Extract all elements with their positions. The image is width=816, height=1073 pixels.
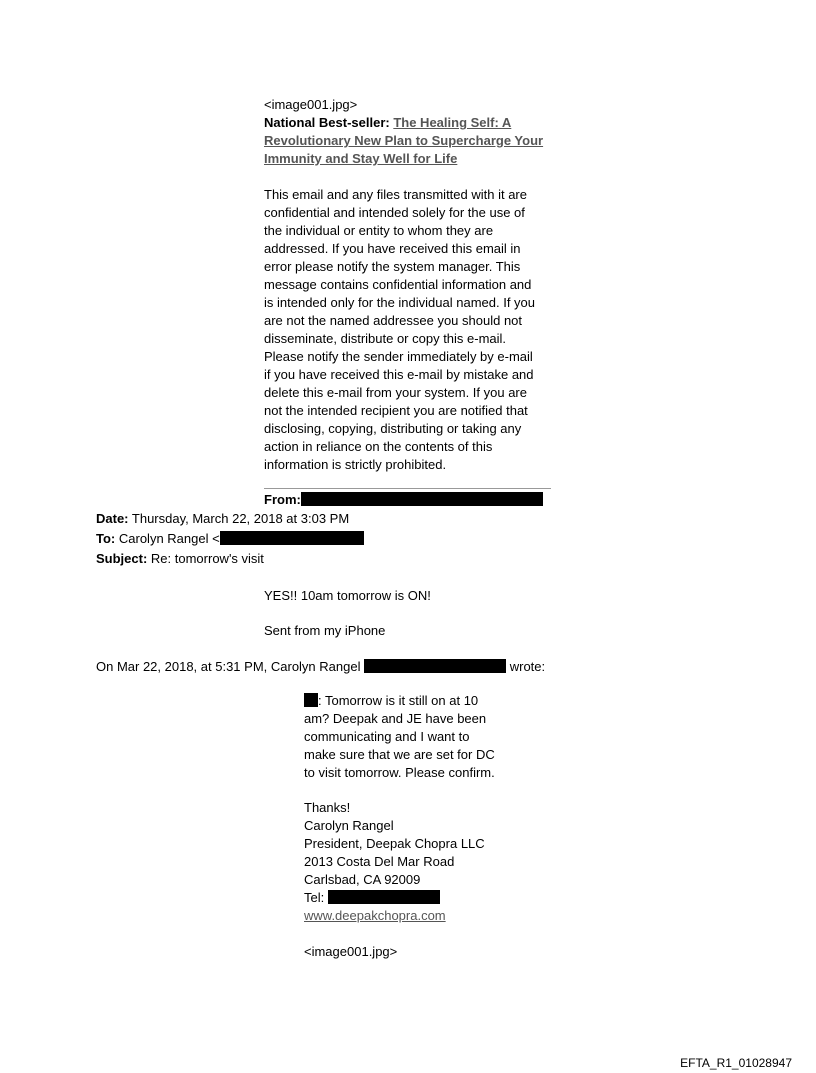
sent-from: Sent from my iPhone bbox=[264, 623, 386, 638]
quoted-line: communicating and I want to bbox=[304, 729, 470, 744]
quoted-signature bbox=[304, 799, 485, 925]
disclaimer-line: action in reliance on the contents of this bbox=[264, 439, 493, 454]
disclaimer-line: confidential and intended solely for the use of bbox=[264, 205, 525, 220]
reply-body: YES!! 10am tomorrow is ON! bbox=[264, 588, 431, 603]
quoted-message bbox=[304, 692, 495, 782]
quoted-image-placeholder: <image001.jpg> bbox=[304, 944, 398, 959]
disclaimer-line: disclosing, copying, distributing or taking any bbox=[264, 421, 522, 436]
sig-city: Carlsbad, CA 92009 bbox=[304, 872, 421, 887]
subject-label: Subject: bbox=[96, 551, 148, 566]
document-id: EFTA_R1_01028947 bbox=[680, 1056, 792, 1070]
attribution-prefix: On Mar 22, 2018, at 5:31 PM, Carolyn Rangel bbox=[96, 659, 361, 674]
to-line bbox=[96, 530, 364, 548]
disclaimer-line: if you have received this e-mail by mistake and bbox=[264, 367, 534, 382]
disclaimer-line: are not the named addressee you should not bbox=[264, 313, 523, 328]
disclaimer-line: message contains confidential information and bbox=[264, 277, 532, 292]
date-label: Date: bbox=[96, 511, 129, 526]
redaction-bar bbox=[220, 531, 364, 545]
sig-address: 2013 Costa Del Mar Road bbox=[304, 854, 455, 869]
quote-attribution bbox=[96, 658, 545, 676]
subject-line bbox=[96, 550, 264, 568]
quoted-line: am? Deepak and JE have been bbox=[304, 711, 487, 726]
thanks: Thanks! bbox=[304, 800, 351, 815]
from-label: From: bbox=[264, 492, 301, 507]
quoted-first-line: : Tomorrow is it still on at 10 bbox=[318, 693, 479, 708]
website-link[interactable]: www.deepakchopra.com bbox=[304, 908, 446, 923]
disclaimer-line: Please notify the sender immediately by e-mail bbox=[264, 349, 533, 364]
redaction-bar bbox=[304, 693, 318, 707]
disclaimer-line: delete this e-mail from your system. If you are bbox=[264, 385, 527, 400]
disclaimer-line: error please notify the system manager. This bbox=[264, 259, 521, 274]
disclaimer-line: not the intended recipient you are notified that bbox=[264, 403, 528, 418]
redaction-bar bbox=[301, 492, 543, 506]
disclaimer-line: the individual or entity to whom they are bbox=[264, 223, 494, 238]
book-title-link-line-2[interactable]: Revolutionary New Plan to Supercharge Your bbox=[264, 133, 544, 148]
image-placeholder: <image001.jpg> bbox=[264, 97, 358, 112]
disclaimer-line: addressed. If you have received this email in bbox=[264, 241, 521, 256]
from-line bbox=[264, 491, 543, 509]
quoted-line: make sure that we are set for DC bbox=[304, 747, 495, 762]
bestseller-label: National Best-seller: bbox=[264, 115, 390, 130]
redaction-bar bbox=[364, 659, 506, 673]
disclaimer-line: information is strictly prohibited. bbox=[264, 457, 447, 472]
header-divider bbox=[264, 488, 551, 489]
date-value: Thursday, March 22, 2018 at 3:03 PM bbox=[131, 511, 350, 526]
disclaimer-line: This email and any files transmitted with it are bbox=[264, 187, 527, 202]
redaction-bar bbox=[328, 890, 440, 904]
date-line bbox=[96, 510, 349, 528]
sig-title: President, Deepak Chopra LLC bbox=[304, 836, 485, 851]
to-value: Carolyn Rangel < bbox=[118, 531, 220, 546]
subject-value: Re: tomorrow's visit bbox=[150, 551, 264, 566]
signature-block bbox=[264, 96, 543, 168]
disclaimer-line: is intended only for the individual named. If you bbox=[264, 295, 536, 310]
disclaimer-line: disseminate, distribute or copy this e-mail. bbox=[264, 331, 507, 346]
quoted-line: to visit tomorrow. Please confirm. bbox=[304, 765, 495, 780]
confidentiality-disclaimer bbox=[264, 186, 535, 474]
book-title-link-line-1[interactable]: The Healing Self: A bbox=[393, 115, 512, 130]
book-title-link-line-3[interactable]: Immunity and Stay Well for Life bbox=[264, 151, 458, 166]
tel-label: Tel: bbox=[304, 890, 325, 905]
sig-name: Carolyn Rangel bbox=[304, 818, 394, 833]
to-label: To: bbox=[96, 531, 116, 546]
attribution-suffix: wrote: bbox=[509, 659, 546, 674]
